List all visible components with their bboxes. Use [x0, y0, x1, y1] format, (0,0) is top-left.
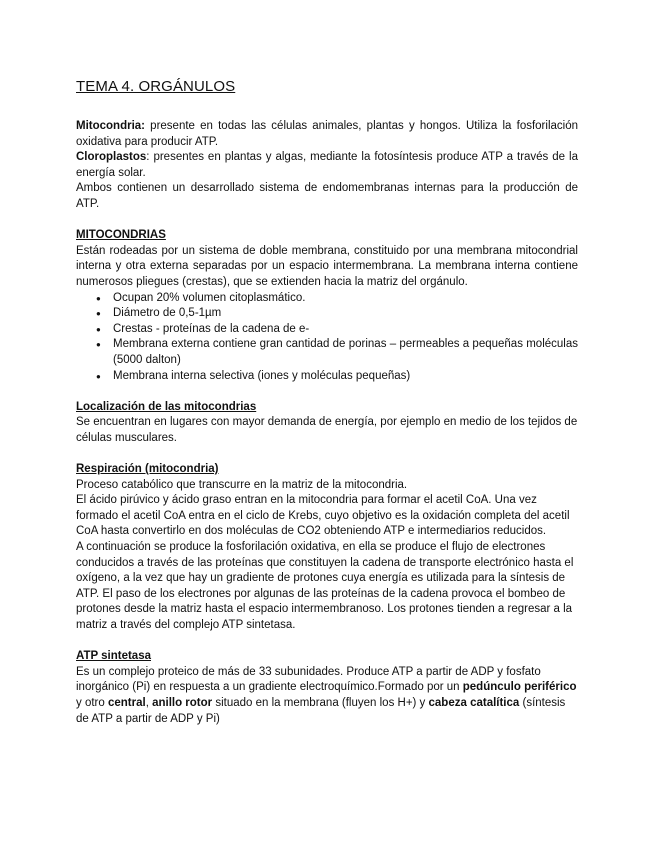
atp-sintetasa-paragraph: Es un complejo proteico de más de 33 subunidades. Produce ATP a partir de ADP y fosfato inorgánico (Pi) en respuesta a un gradiente electroquímico.Formado por un pedúnculo periférico y otro central, anillo rotor situado en la membrana (fluyen los H+) y cabeza catalítica (síntesis de ATP a partir de ADP y Pi)	[76, 665, 577, 725]
atp-sintetasa-heading: ATP sintetasa	[76, 650, 151, 663]
central-term: central	[107, 696, 146, 709]
list-item: ● Crestas - proteínas de la cadena de e-	[113, 322, 578, 338]
pedunculo-term: pedúnculo periférico	[462, 681, 577, 694]
document-page	[76, 78, 578, 727]
mitocondria-definition: Mitocondria: presente en todas las células animales, plantas y hongos. Utiliza la fosforilación oxidativa para producir ATP.	[76, 120, 578, 148]
respiracion-heading: Respiración (mitocondria)	[76, 463, 219, 476]
respiracion-paragraph-3: A continuación se produce la fosforilación oxidativa, en ella se produce el flujo de electrones conducidos a través de las proteínas que constituyen la cadena de transporte electrónico hasta el oxígeno, a la vez que hay un gradiente de protones cuya energía es utilizada para la síntesis de ATP. El paso de los electrones por algunas de las proteínas de la cadena provoca el bombeo de protones desde la matriz hasta el espacio intermembranoso. Los protones tienden a regresar a la matriz a través del complejo ATP sintetasa.	[76, 541, 574, 631]
cloroplastos-definition: Cloroplastos: presentes en plantas y algas, mediante la fotosíntesis produce ATP a través de la energía solar.	[76, 151, 578, 179]
list-item: ● Membrana externa contiene gran cantidad de porinas – permeables a pequeñas moléculas (5000 dalton)	[113, 337, 578, 368]
page-title: TEMA 4. ORGÁNULOS	[76, 78, 236, 95]
anillo-rotor-term: anillo rotor	[152, 696, 213, 709]
list-item: ● Membrana interna selectiva (iones y moléculas pequeñas)	[113, 369, 578, 385]
list-item: ● Ocupan 20% volumen citoplasmático.	[113, 291, 578, 307]
cloroplastos-term: Cloroplastos	[76, 151, 147, 164]
localizacion-paragraph: Se encuentran en lugares con mayor demanda de energía, por ejemplo en medio de los tejidos de células musculares.	[76, 416, 578, 444]
respiracion-paragraph-1: Proceso catabólico que transcurre en la matriz de la mitocondria.	[76, 478, 408, 491]
list-item: ● Diámetro de 0,5-1µm	[113, 306, 578, 322]
respiracion-paragraph-2: El ácido pirúvico y ácido graso entran en la mitocondria para formar el acetil CoA. Una vez formado el acetil CoA entra en el ciclo de Krebs, cuyo objetivo es la oxidación completa del acetil CoA hasta convertirlo en dos moléculas de CO2 obteniendo ATP e intermediarios reducidos.	[76, 494, 570, 538]
mitocondrias-paragraph: Están rodeadas por un sistema de doble membrana, constituido por una membrana mitocondrial interna y otra externa separadas por un espacio intermembrana. La membrana interna contiene numerosos pliegues (crestas), que se extienden hacia la matriz del orgánulo.	[76, 244, 578, 288]
mitocondria-term: Mitocondria:	[76, 120, 145, 132]
localizacion-heading: Localización de las mitocondrias	[76, 400, 257, 413]
ambos-paragraph: Ambos contienen un desarrollado sistema de endomembranas internas para la producción de ATP.	[76, 182, 578, 210]
mitocondrias-bullet-list	[76, 291, 578, 385]
mitocondrias-heading: MITOCONDRIAS	[76, 229, 166, 242]
cabeza-catalitica-term: cabeza catalítica	[428, 696, 520, 709]
